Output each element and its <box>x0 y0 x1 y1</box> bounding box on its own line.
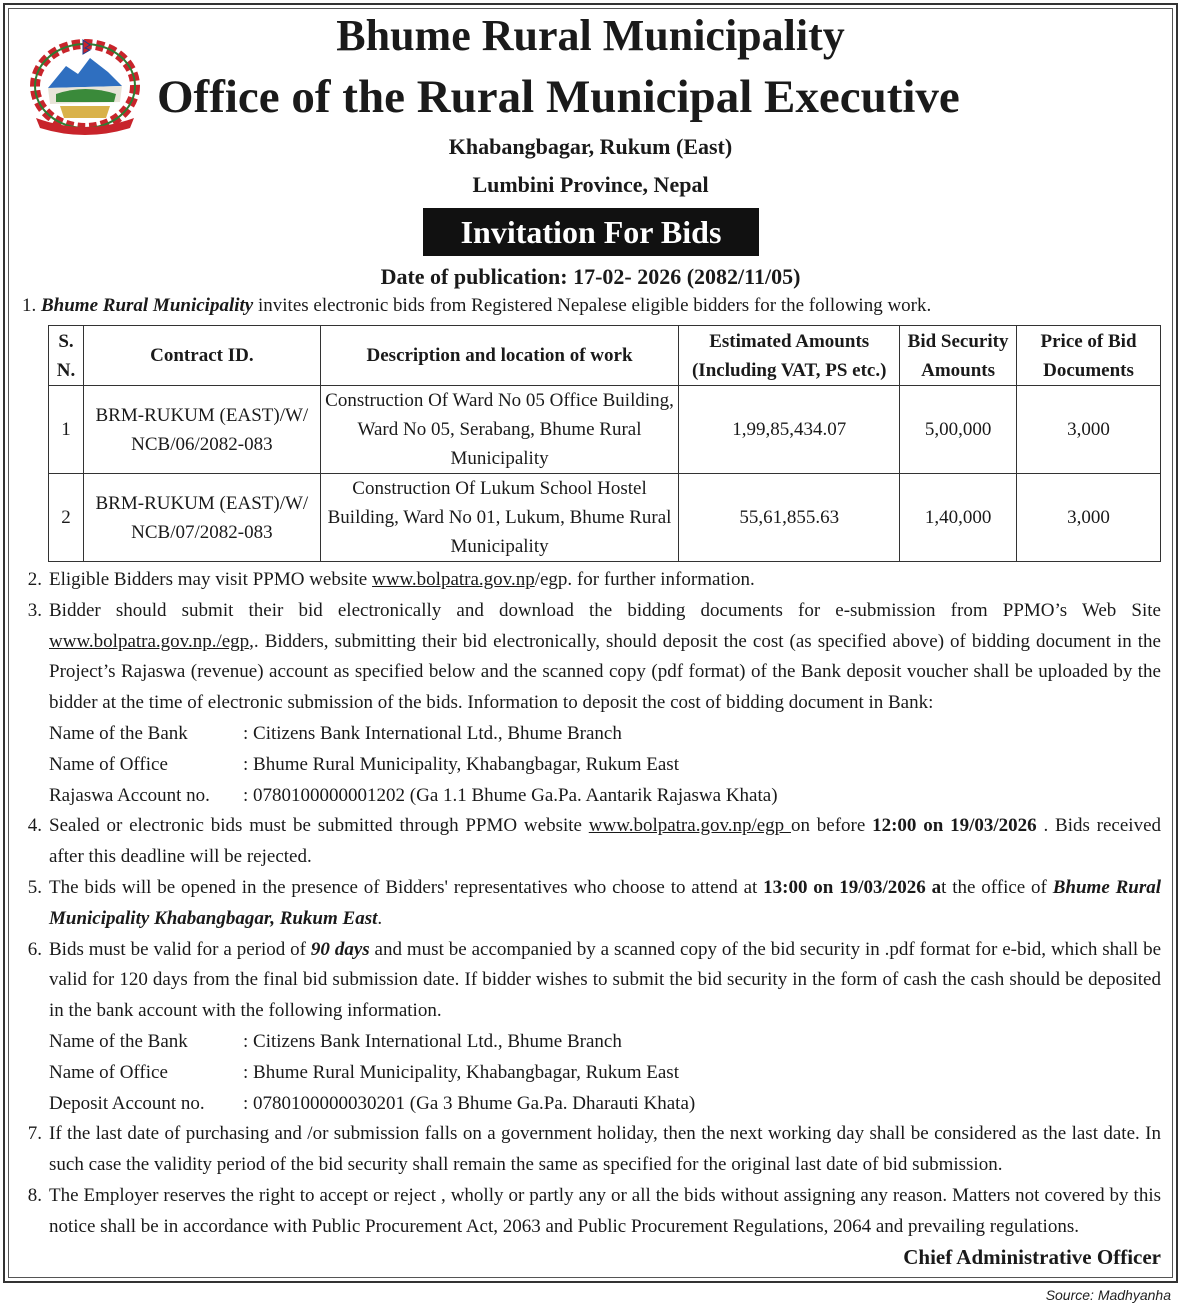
office-title: Office of the Rural Municipal Executive <box>157 71 960 123</box>
province: Lumbini Province, Nepal <box>472 172 709 197</box>
list-item <box>22 565 1161 596</box>
website-link[interactable]: www.bolpatra.gov.np./egp <box>49 630 250 652</box>
terms-list <box>22 565 1161 1243</box>
bid-table <box>48 325 1161 562</box>
intro-text: invites electronic bids from Registered Nepalese eligible bidders for the following work. <box>253 295 932 316</box>
item-text: 12:00 on 19/03/2026 <box>872 815 1037 837</box>
item-text: t the office of <box>941 876 1053 898</box>
detail-value: : Bhume Rural Municipality, Khabangbagar, Rukum East <box>243 753 679 775</box>
cell-contract-id: BRM-RUKUM (EAST)/W/ NCB/06/2082-083 <box>83 386 320 474</box>
item-number: 6. <box>27 938 42 960</box>
item-text: Bidder should submit their bid electronically and download the bidding documents for e-submission from PPMO’s Web Site <box>49 599 1161 621</box>
item-text: Sealed or electronic bids must be submitted through PPMO website <box>49 815 589 837</box>
cell-doc-price: 3,000 <box>1017 386 1161 474</box>
item-text: If the last date of purchasing and /or submission falls on a government holiday, then the next working day shall be considered as the last date. In such case the validity period of the bid security shall remain the same as specified for the original last date of bid submission. <box>49 1123 1161 1176</box>
bank-detail-row <box>49 781 1161 812</box>
detail-value: : Bhume Rural Municipality, Khabangbagar, Rukum East <box>243 1061 679 1083</box>
cell-description: Construction Of Lukum School Hostel Building, Ward No 01, Lukum, Bhume Rural Municipality <box>320 474 679 562</box>
cell-sn: 1 <box>49 386 84 474</box>
bank-detail-row <box>49 1027 1161 1058</box>
item-text: and must be accompanied by a scanned copy of the bid security in .pdf format for e-bid, which shall be valid for 120 days from the final bid submission date. If bidder wishes to submit the bid security in the form of cash the cash should be deposited in the bank account with the following information. <box>49 938 1161 1022</box>
list-item <box>22 596 1161 812</box>
cell-estimated-amount: 55,61,855.63 <box>679 474 900 562</box>
list-item <box>22 873 1161 935</box>
detail-label: Name of Office <box>49 1061 168 1083</box>
detail-label: Name of the Bank <box>49 1030 188 1052</box>
list-item <box>22 935 1161 1120</box>
cell-bid-security: 5,00,000 <box>900 386 1017 474</box>
detail-value: : 0780100000030201 (Ga 3 Bhume Ga.Pa. Dharauti Khata) <box>243 1092 696 1114</box>
item-text: Bids must be valid for a period of <box>49 938 311 960</box>
table-row <box>49 386 1161 474</box>
source-credit: Source: Madhyanha <box>1045 1287 1171 1303</box>
cell-estimated-amount: 1,99,85,434.07 <box>679 386 900 474</box>
signature: Chief Administrative Officer <box>903 1245 1161 1269</box>
municipality-title: Bhume Rural Municipality <box>336 11 845 60</box>
bank-detail-row <box>49 750 1161 781</box>
detail-value: : Citizens Bank International Ltd., Bhume Branch <box>243 722 622 744</box>
address: Khabangbagar, Rukum (East) <box>448 134 733 159</box>
item-number: 4. <box>27 815 42 837</box>
table-header-row <box>49 326 1161 386</box>
list-item <box>22 1181 1161 1243</box>
detail-label: Deposit Account no. <box>49 1092 205 1114</box>
cell-contract-id: BRM-RUKUM (EAST)/W/ NCB/07/2082-083 <box>83 474 320 562</box>
organization-name: Bhume Rural Municipality <box>41 295 254 316</box>
item-number: 2. <box>27 569 42 590</box>
detail-value: : Citizens Bank International Ltd., Bhume Branch <box>243 1030 622 1052</box>
notice-title: Invitation For Bids <box>423 208 759 256</box>
item-text: . Bids received after this deadline will be rejected. <box>49 815 1162 868</box>
header-description: Description and location of work <box>320 326 679 386</box>
item-number: 7. <box>27 1123 42 1145</box>
detail-label: Rajaswa Account no. <box>49 784 210 806</box>
item-text: on before <box>790 815 873 837</box>
detail-label: Name of Office <box>49 753 168 775</box>
cell-bid-security: 1,40,000 <box>900 474 1017 562</box>
website-link[interactable]: www.bolpatra.gov.np/egp <box>588 815 791 837</box>
header-contract-id: Contract ID. <box>83 326 320 386</box>
item-number: 1. <box>22 295 37 316</box>
list-item <box>22 1119 1161 1181</box>
item-text: ,. Bidders, submitting their bid electronically, should deposit the cost (as specified above) of bidding document in the Project’s Rajaswa (revenue) account as specified below and the scanned copy (pdf format) of the Bank deposit voucher shall be uploaded by the bidder at the time of electronic submission of the bids. Information to deposit the cost of bidding document in Bank: <box>49 630 1161 714</box>
cell-description: Construction Of Ward No 05 Office Building, Ward No 05, Serabang, Bhume Rural Municipality <box>320 386 679 474</box>
item-text: . <box>377 907 383 929</box>
detail-label: Name of the Bank <box>49 722 188 744</box>
item-number: 8. <box>27 1184 42 1206</box>
bank-detail-row <box>49 1058 1161 1089</box>
bank-detail-row <box>49 719 1161 750</box>
detail-value: : 0780100000001202 (Ga 1.1 Bhume Ga.Pa. Aantarik Rajaswa Khata) <box>243 784 778 806</box>
header-bid-security: Bid Security Amounts <box>900 326 1017 386</box>
header-doc-price: Price of Bid Documents <box>1017 326 1161 386</box>
item-text: Bhume Rural Municipality Khabangbagar, Rukum East <box>49 876 1162 929</box>
item-number: 5. <box>27 876 42 898</box>
cell-sn: 2 <box>49 474 84 562</box>
website-link[interactable]: www.bolpatra.gov.np <box>372 569 535 590</box>
publication-date: Date of publication: 17-02- 2026 (2082/11/05) <box>380 264 801 289</box>
item-text: /egp. for further information. <box>534 569 755 590</box>
cell-doc-price: 3,000 <box>1017 474 1161 562</box>
bank-detail-row <box>49 1089 1161 1120</box>
intro-paragraph <box>22 295 931 317</box>
item-text: The Employer reserves the right to accept or reject , wholly or partly any or all the bids without assigning any reason. Matters not covered by this notice shall be in accordance with Public Procurement Act, 2063 and Public Procurement Regulations, 2064 and prevailing regulations. <box>49 1184 1161 1237</box>
header-estimated-amount: Estimated Amounts (Including VAT, PS etc.) <box>679 326 900 386</box>
table-row <box>49 474 1161 562</box>
item-text: The bids will be opened in the presence of Bidders' representatives who choose to attend at <box>49 876 764 898</box>
header-sn: S. N. <box>49 326 84 386</box>
item-number: 3. <box>27 599 42 621</box>
list-item <box>22 811 1161 873</box>
item-text: Eligible Bidders may visit PPMO website <box>49 569 372 590</box>
item-text: 13:00 on 19/03/2026 a <box>763 876 942 898</box>
item-text: 90 days <box>310 938 370 960</box>
